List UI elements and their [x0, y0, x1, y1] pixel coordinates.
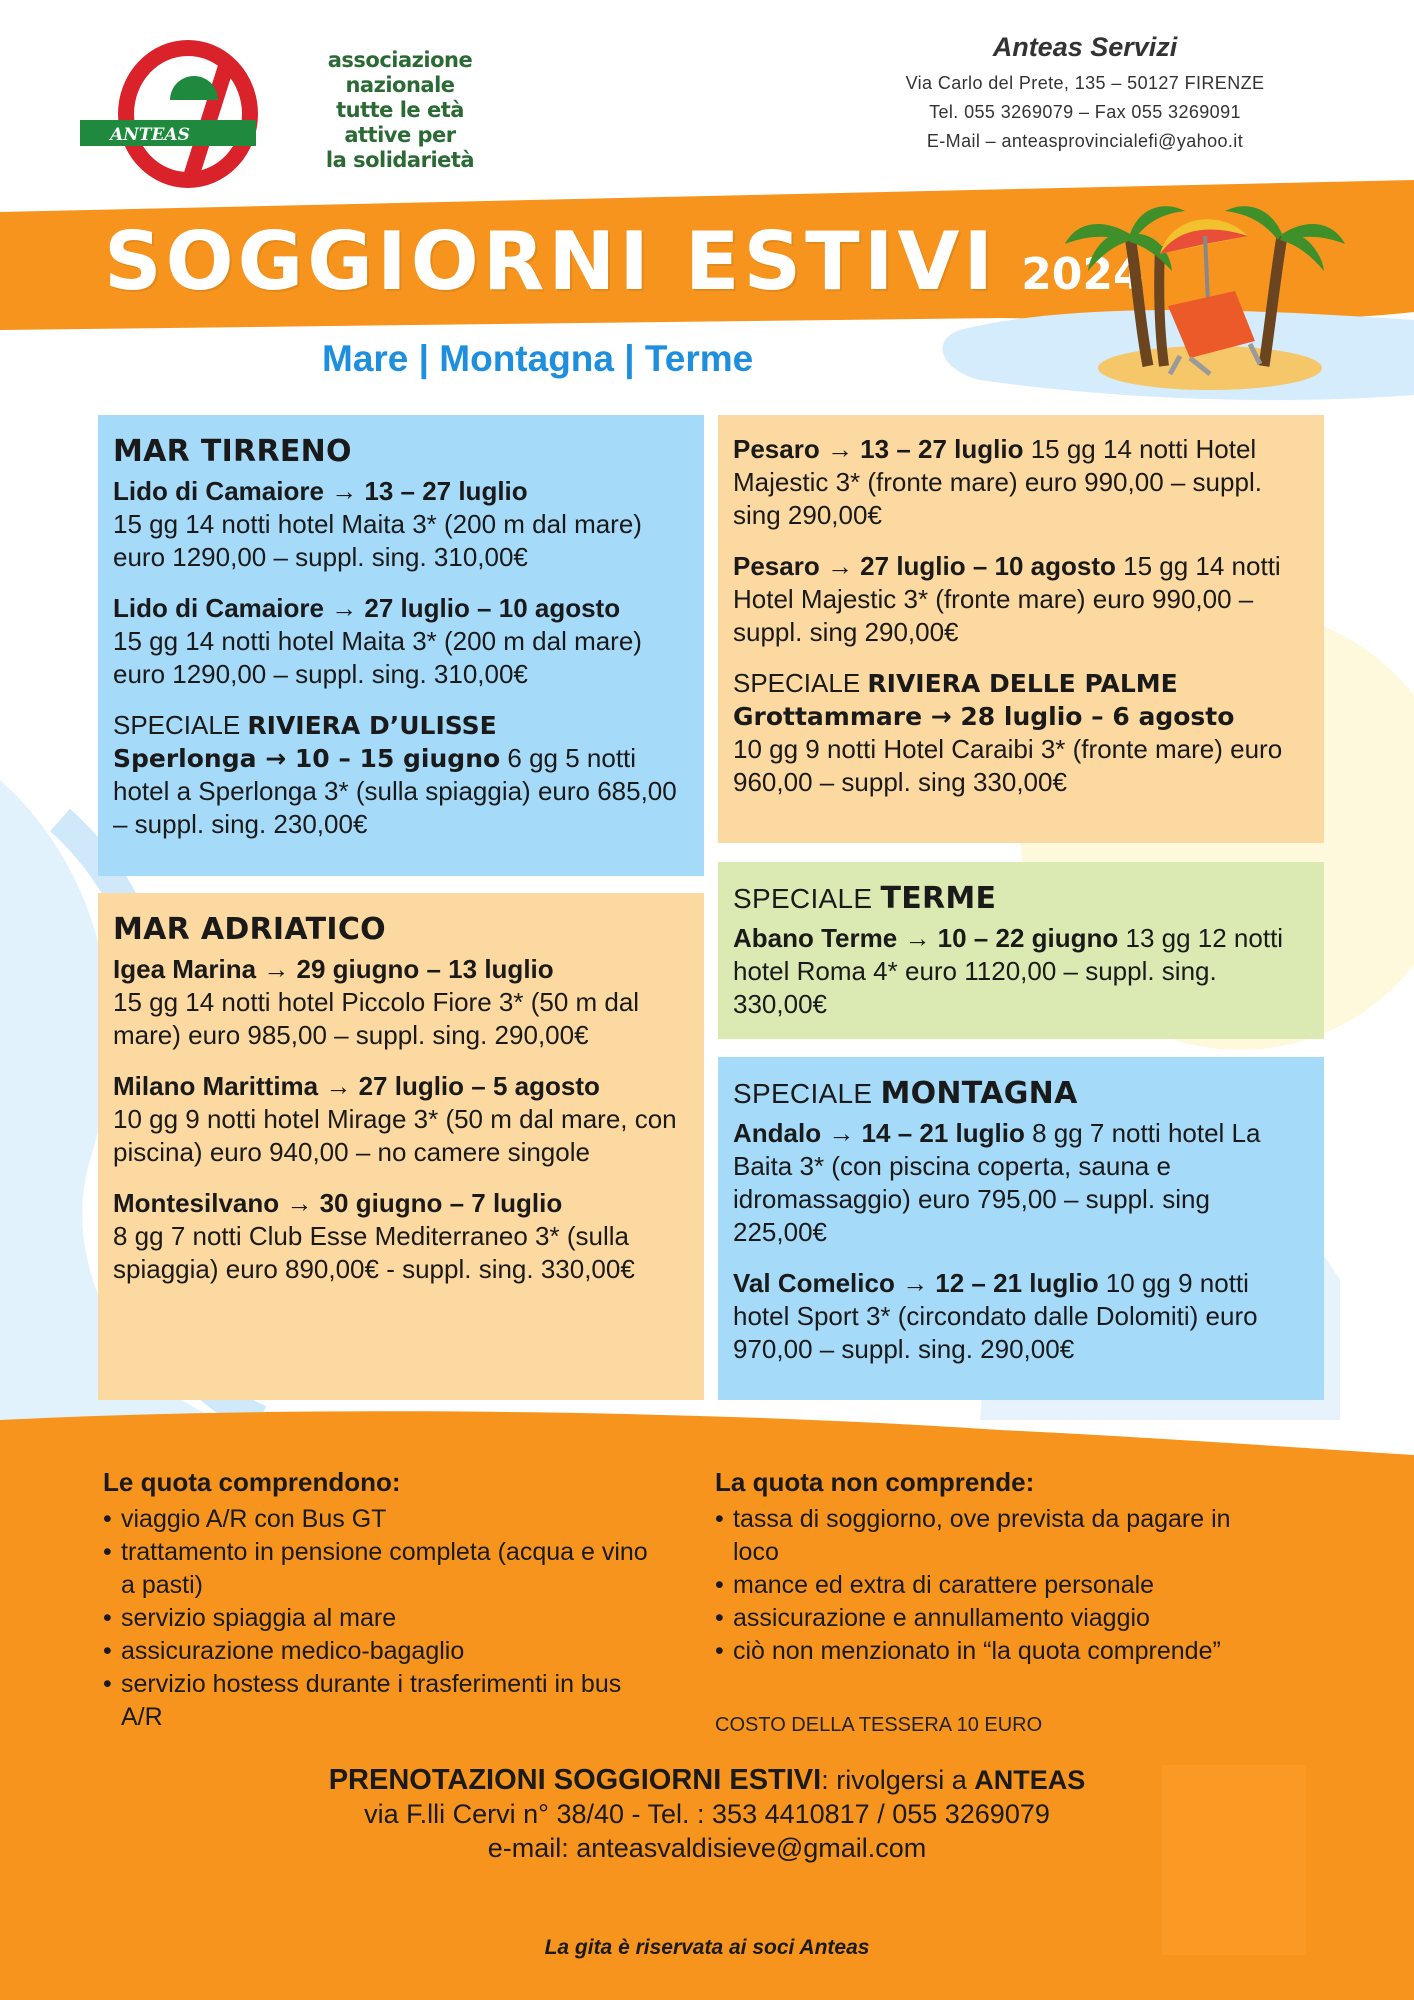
includes-title: Le quota comprendono:: [103, 1467, 401, 1497]
booking-email: e-mail: anteasvaldisieve@gmail.com: [487, 1833, 927, 1863]
trip-head: Pesaro → 13 – 27 luglio: [733, 434, 1024, 464]
email: E-Mail – anteasprovincialefi@yahoo.it: [926, 131, 1244, 151]
includes-list: [103, 1503, 663, 1734]
trip-entry: [113, 592, 689, 691]
section-title: SPECIALE TERME: [733, 881, 997, 916]
excludes-list: [715, 1503, 1275, 1668]
list-item: • viaggio A/R con Bus GT: [103, 1503, 663, 1536]
year: 2024: [1021, 249, 1144, 300]
trip-details: 15 gg 14 notti hotel Piccolo Fiore 3* (50 m dal mare) euro 985,00 – suppl. sing. 290,00€: [113, 987, 640, 1050]
trip-entry: [113, 1187, 689, 1286]
anteas-logo-mark-icon: [78, 30, 278, 190]
subtitle: Mare | Montagna | Terme: [322, 338, 754, 379]
booking-info: [0, 1763, 1414, 1865]
list-item: • servizio hostess durante i trasferimenti in bus A/R: [103, 1668, 663, 1734]
trip-entry: [113, 953, 689, 1052]
banner-title-row: [104, 215, 1144, 308]
trip-head: Pesaro → 27 luglio – 10 agosto: [733, 551, 1116, 581]
quota-includes: [103, 1466, 663, 1734]
trip-head: Grottammare → 28 luglio – 6 agosto: [733, 702, 1235, 731]
anteas-logo: [78, 30, 508, 190]
address: Via Carlo del Prete, 135 – 50127 FIRENZE: [905, 73, 1265, 93]
members-only-note: La gita è riservata ai soci Anteas: [544, 1936, 870, 1959]
trip-details: 8 gg 7 notti Club Esse Mediterraneo 3* (sulla spiaggia) euro 890,00€ - suppl. sing. 330,00€: [113, 1221, 635, 1284]
special-prefix: SPECIALE: [733, 668, 868, 698]
trip-details: 15 gg 14 notti Hotel Majestic 3* (fronte mare) euro 990,00 – suppl. sing 290,00€: [733, 434, 1262, 530]
special-name: RIVIERA D’ULISSE: [247, 711, 497, 740]
contact-info: [860, 32, 1310, 156]
trip-head: Lido di Camaiore → 13 – 27 luglio: [113, 476, 528, 506]
trip-entry: [733, 550, 1309, 649]
trip-entry: [733, 922, 1309, 1021]
trip-head: Milano Marittima → 27 luglio – 5 agosto: [113, 1071, 600, 1101]
trip-details: 15 gg 14 notti Hotel Majestic 3* (fronte mare) euro 990,00 – suppl. sing 290,00€: [733, 551, 1281, 647]
box-mar-adriatico: [98, 893, 704, 1400]
list-item: • trattamento in pensione completa (acqua e vino a pasti): [103, 1536, 663, 1602]
beach-palm-icon: [1060, 196, 1350, 396]
trip-head: Montesilvano → 30 giugno – 7 luglio: [113, 1188, 563, 1218]
trip-details: 13 gg 12 notti hotel Roma 4* euro 1120,00 – suppl. sing. 330,00€: [733, 923, 1284, 1019]
trip-details: 10 gg 9 notti hotel Sport 3* (circondato dalle Dolomiti) euro 970,00 – suppl. sing. 290,00€: [733, 1268, 1258, 1364]
association-tagline: associazione nazionale tutte le età attive per la solidarietà: [325, 48, 475, 172]
trip-entry: [113, 475, 689, 574]
quota-excludes: [715, 1466, 1275, 1668]
box-speciale-terme: [718, 862, 1324, 1039]
list-item: • assicurazione e annullamento viaggio: [715, 1602, 1275, 1635]
box-pesaro-riviera-palme: [718, 415, 1324, 843]
box-mar-tirreno: [98, 415, 704, 876]
box-speciale-montagna: [718, 1057, 1324, 1400]
booking-address: via F.lli Cervi n° 38/40 - Tel. : 353 4410817 / 055 3269079: [364, 1799, 1050, 1829]
section-title: MAR ADRIATICO: [113, 912, 386, 947]
trip-head: Igea Marina → 29 giugno – 13 luglio: [113, 954, 554, 984]
booking-headline: PRENOTAZIONI SOGGIORNI ESTIVI: rivolgersi a ANTEAS: [328, 1764, 1086, 1796]
phone-fax: Tel. 055 3269079 – Fax 055 3269091: [929, 102, 1241, 122]
trip-entry: [733, 433, 1309, 532]
list-item: • ciò non menzionato in “la quota comprende”: [715, 1635, 1275, 1668]
trip-details: 10 gg 9 notti Hotel Caraibi 3* (fronte mare) euro 960,00 – suppl. sing 330,00€: [733, 734, 1283, 797]
trip-head: Sperlonga → 10 – 15 giugno: [113, 744, 501, 773]
page-title: SOGGIORNI ESTIVI: [104, 215, 998, 308]
list-item: • servizio spiaggia al mare: [103, 1602, 663, 1635]
trip-entry: [113, 1070, 689, 1169]
excludes-title: La quota non comprende:: [715, 1467, 1035, 1497]
trip-details: 10 gg 9 notti hotel Mirage 3* (50 m dal mare, con piscina) euro 940,00 – no camere singole: [113, 1104, 677, 1167]
trip-head: Val Comelico → 12 – 21 luglio: [733, 1268, 1099, 1298]
trip-entry: [733, 1267, 1309, 1366]
trip-head: Lido di Camaiore → 27 luglio – 10 agosto: [113, 593, 621, 623]
list-item: • mance ed extra di carattere personale: [715, 1569, 1275, 1602]
trip-entry: [113, 709, 689, 841]
section-title: MAR TIRRENO: [113, 434, 352, 469]
special-name: RIVIERA DELLE PALME: [867, 669, 1178, 698]
trip-entry: [733, 1117, 1309, 1249]
list-item: • assicurazione medico-bagaglio: [103, 1635, 663, 1668]
list-item: • tassa di soggiorno, ove prevista da pagare in loco: [715, 1503, 1275, 1569]
trip-details: 8 gg 7 notti hotel La Baita 3* (con piscina coperta, sauna e idromassaggio) euro 795,00 – suppl. sing 225,00€: [733, 1118, 1261, 1247]
trip-details: 15 gg 14 notti hotel Maita 3* (200 m dal mare) euro 1290,00 – suppl. sing. 310,00€: [113, 626, 642, 689]
special-prefix: SPECIALE: [113, 710, 248, 740]
svg-text:ANTEAS: ANTEAS: [110, 125, 190, 145]
trip-details: 6 gg 5 notti hotel a Sperlonga 3* (sulla spiaggia) euro 685,00 – suppl. sing. 230,00€: [113, 743, 677, 839]
org-name: Anteas Servizi: [992, 32, 1178, 62]
trip-details: 15 gg 14 notti hotel Maita 3* (200 m dal mare) euro 1290,00 – suppl. sing. 310,00€: [113, 509, 642, 572]
section-title: SPECIALE MONTAGNA: [733, 1076, 1078, 1111]
membership-cost-note: COSTO DELLA TESSERA 10 EURO: [715, 1714, 1043, 1736]
trip-head: Abano Terme → 10 – 22 giugno: [733, 923, 1119, 953]
trip-head: Andalo → 14 – 21 luglio: [733, 1118, 1025, 1148]
trip-entry: [733, 667, 1309, 799]
